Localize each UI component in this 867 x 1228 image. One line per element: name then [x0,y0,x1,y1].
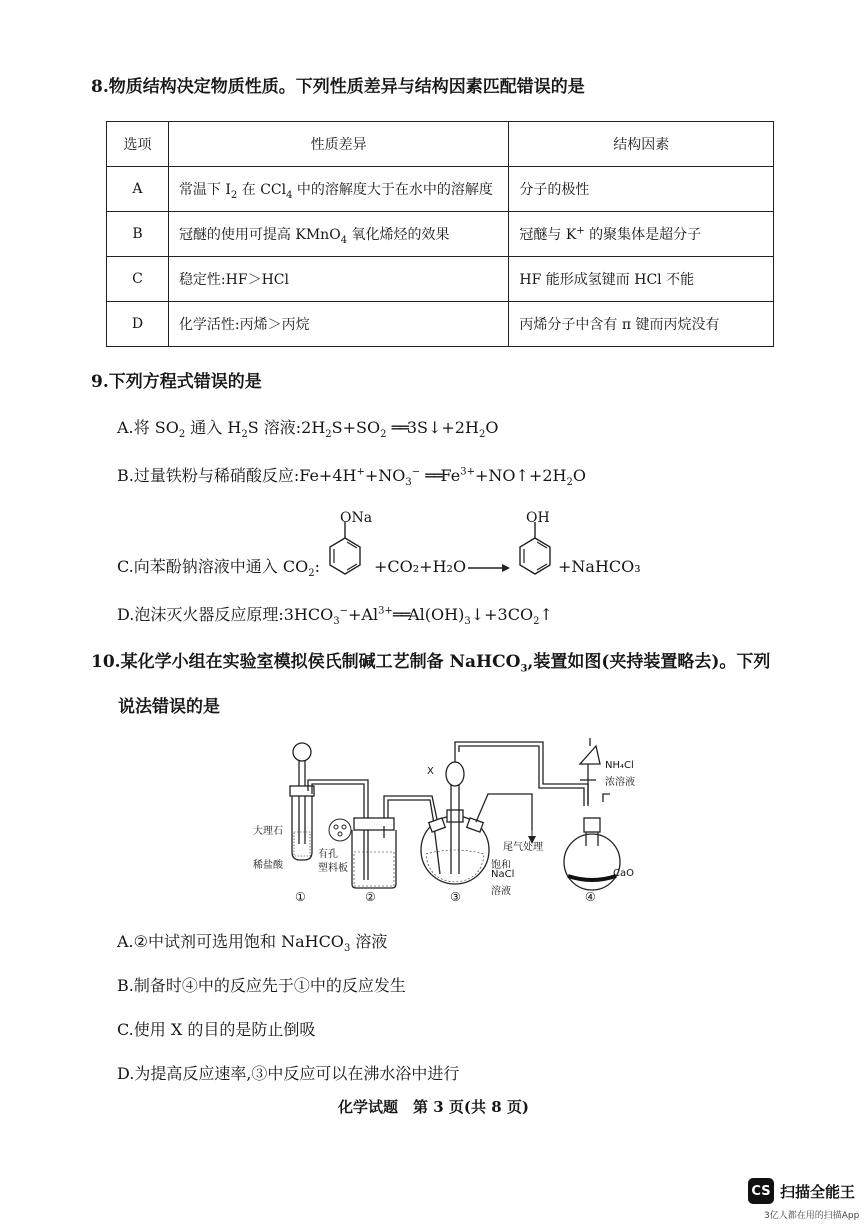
label-device-2: ② [365,890,376,904]
label-nh4cl-1: NH₄Cl [605,760,634,771]
oh-label: OH [526,510,550,526]
apparatus-diagram [240,734,660,910]
reaction-arrow-icon [466,562,512,574]
label-device-3: ③ [450,890,461,904]
q9-option-c [117,556,320,578]
table-cell-property: 冠醚的使用可提高 KMnO$_4$ 氧化烯烃的效果 [168,212,508,257]
table-row [107,212,774,257]
label-x: X [427,766,434,777]
label-nacl-1: 饱和 [491,860,511,871]
scanner-tagline: 3亿人都在用的扫描App [764,1211,860,1221]
label-porous-plate-1: 有孔 [318,849,338,860]
table-row [107,257,774,302]
q9-option-a: A.将 $SO_2$ 通入 $H_2S$ 溶液$:2H_2S+SO_2$ $══3S↓+2H_2O$ [117,418,499,441]
table-cell-option: D [107,302,169,347]
table-cell-property: 常温下 $I_2$ 在 CCl$_4$ 中的溶解度大于在水中的溶解度 [168,167,508,212]
q8-stem: 8.物质结构决定物质性质。下列性质差异与结构因素匹配错误的是 [91,77,585,97]
q9-option-c-sub: 2 [308,568,315,580]
table-cell-option: A [107,167,169,212]
page-footer: 化学试题 第 3 页(共 8 页) [338,1098,529,1116]
q9-stem: 9.下列方程式错误的是 [91,372,262,392]
q9-option-c-text: C.向苯酚钠溶液中通入 CO [117,557,309,576]
table-cell-structure: 分子的极性 [509,167,774,212]
label-device-4: ④ [585,890,596,904]
q10-option-a: A.②中试剂可选用饱和 NaHCO$_3$ 溶液 [117,932,388,955]
label-nh4cl-2: 浓溶液 [605,777,635,788]
q10-option-c: C.使用 X 的目的是防止倒吸 [117,1020,316,1039]
label-device-1: ① [295,890,306,904]
table-header: 选项 [107,122,169,167]
q10-option-d: D.为提高反应速率,③中反应可以在沸水浴中进行 [117,1064,460,1083]
q8-table [106,121,774,347]
label-porous-plate-2: 塑料板 [318,863,348,874]
q10-stem-line2: 说法错误的是 [118,697,220,717]
label-marble: 大理石 [253,826,283,837]
table-header: 结构因素 [509,122,774,167]
q10-option-b: B.制备时④中的反应先于①中的反应发生 [117,976,406,995]
q10-stem-line1: 10.某化学小组在实验室模拟侯氏制碱工艺制备 NaHCO$_3$,装置如图(夹持装置略去)。下列 [91,652,771,675]
q9-option-b: B.过量铁粉与稀硝酸反应$:Fe+4H^++NO_3^-$ $══Fe^{3+}+NO↑+2H_2O$ [117,466,586,489]
table-cell-structure: 冠醚与 K+ 的聚集体是超分子 [509,212,774,257]
table-row [107,302,774,347]
table-cell-property: 化学活性:丙烯＞丙烷 [168,302,508,347]
table-header-row [107,122,774,167]
table-cell-structure: HF 能形成氢键而 HCl 不能 [509,257,774,302]
table-header: 性质差异 [168,122,508,167]
ona-label: ONa [340,510,373,526]
label-nacl-3: 溶液 [491,886,511,897]
q9-c-reactants: +CO₂+H₂O [374,557,467,576]
label-nacl-2: NaCl [491,869,515,880]
label-cao: CaO [613,868,634,879]
scanner-app-name: 扫描全能王 [780,1182,856,1201]
label-tail-gas: 尾气处理 [503,842,543,853]
scanner-watermark [748,1178,855,1204]
q9-option-d: D.泡沫灭火器反应原理$:3HCO_3^-+Al^{3+}══Al(OH)_3↓+3CO_2↑$ [117,605,553,628]
label-dilute-hcl: 稀盐酸 [253,860,283,871]
table-cell-structure: 丙烯分子中含有 π 键而丙烷没有 [509,302,774,347]
table-row [107,167,774,212]
table-cell-option: C [107,257,169,302]
q9-c-products: +NaHCO₃ [558,557,641,576]
camscanner-logo-icon: CS [748,1178,774,1204]
table-cell-property: 稳定性:HF＞HCl [168,257,508,302]
table-cell-option: B [107,212,169,257]
q9-option-c-colon: : [314,557,320,576]
